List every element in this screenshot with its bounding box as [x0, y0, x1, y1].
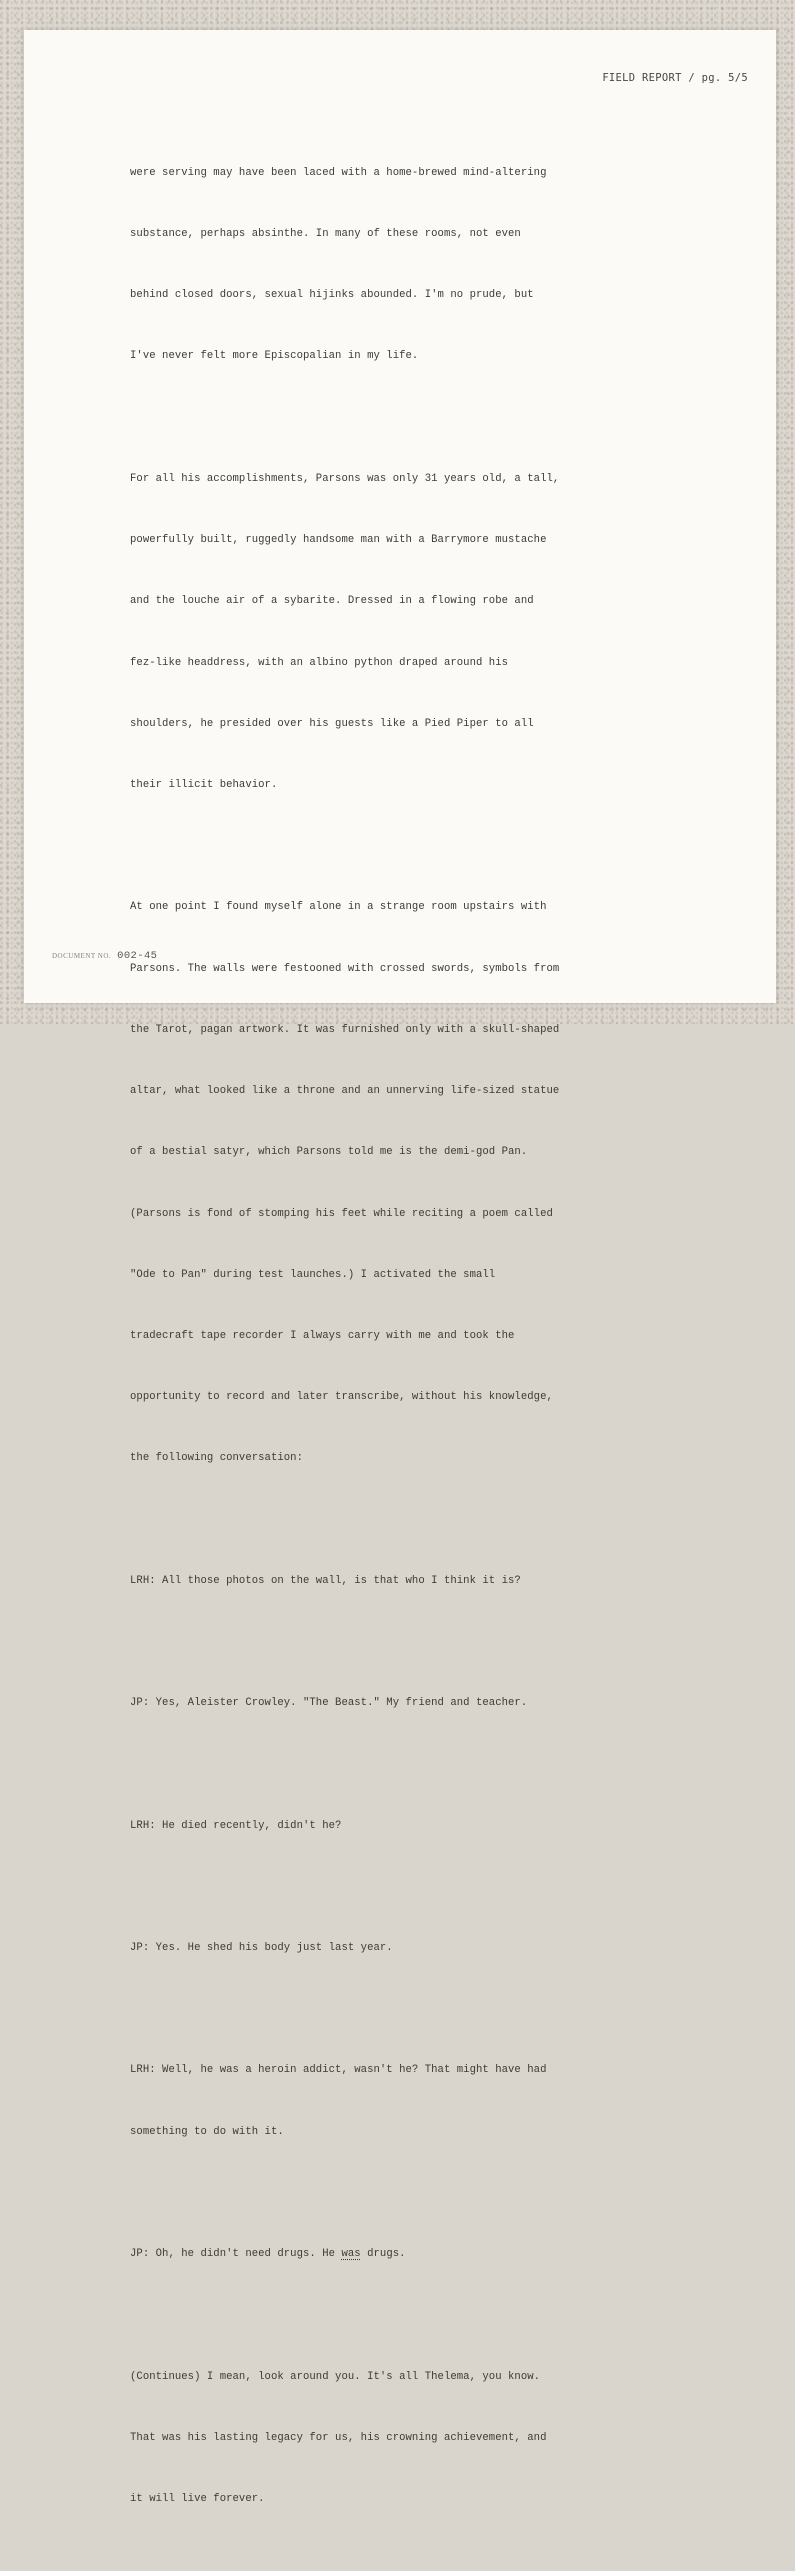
text-line: opportunity to record and later transcribe, without his knowledge,	[130, 1391, 553, 1404]
text-line: the following conversation:	[130, 1452, 303, 1465]
document-page	[24, 30, 776, 2505]
dialogue-line	[130, 1775, 730, 1877]
document-number-value: 002-45	[117, 950, 158, 962]
text-line: shoulders, he presided over his guests like a Pied Piper to all	[130, 717, 534, 730]
text-segment: JP: Oh, he didn't need drugs. He	[130, 2248, 342, 2261]
paragraph	[130, 122, 730, 408]
dialogue-line	[130, 1652, 730, 1754]
text-line: Parsons. The walls were festooned with crossed swords, symbols from	[130, 962, 560, 975]
text-line: tradecraft tape recorder I always carry with me and took the	[130, 1329, 515, 1342]
paragraph	[130, 428, 730, 836]
text-line: JP: Yes. He shed his body just last year.	[130, 1942, 393, 1955]
text-line: the Tarot, pagan artwork. It was furnished only with a skull-shaped	[130, 1023, 560, 1036]
text-line: altar, what looked like a throne and an unnerving life-sized statue	[130, 1085, 560, 1098]
document-number	[52, 945, 157, 963]
text-line: behind closed doors, sexual hijinks abounded. I'm no prude, but	[130, 289, 534, 302]
text-line: were serving may have been laced with a home-brewed mind-altering	[130, 166, 547, 179]
paragraph	[130, 857, 730, 1510]
text-line: (Parsons is fond of stomping his feet while reciting a poem called	[130, 1207, 553, 1220]
text-line: powerfully built, ruggedly handsome man with a Barrymore mustache	[130, 534, 547, 547]
page-header: FIELD REPORT / pg. 5/5	[602, 72, 748, 84]
document-number-label: DOCUMENT NO.	[52, 952, 112, 960]
text-line: That was his lasting legacy for us, his crowning achievement, and	[130, 2431, 547, 2444]
text-line: At one point I found myself alone in a strange room upstairs with	[130, 901, 547, 914]
text-line: LRH: Well, he was a heroin addict, wasn't he? That might have had	[130, 2064, 547, 2077]
dialogue-line	[130, 1897, 730, 1999]
emphasized-word: was	[341, 2248, 361, 2261]
text-segment: drugs.	[360, 2248, 406, 2261]
dialogue-line	[130, 2203, 730, 2305]
text-line: (Continues) I mean, look around you. It's all Thelema, you know.	[130, 2370, 541, 2383]
text-line: LRH: He died recently, didn't he?	[130, 1819, 342, 1832]
dialogue-line	[130, 1530, 730, 1632]
text-line: I've never felt more Episcopalian in my life.	[130, 350, 419, 363]
text-line: For all his accomplishments, Parsons was only 31 years old, a tall,	[130, 472, 560, 485]
text-line: of a bestial satyr, which Parsons told me is the demi-god Pan.	[130, 1146, 528, 1159]
text-line: and the louche air of a sybarite. Dressed in a flowing robe and	[130, 595, 534, 608]
text-line: something to do with it.	[130, 2125, 284, 2138]
text-line: "Ode to Pan" during test launches.) I activated the small	[130, 1268, 496, 1281]
text-line: substance, perhaps absinthe. In many of these rooms, not even	[130, 228, 521, 241]
dialogue-line	[130, 2020, 730, 2183]
text-line: it will live forever.	[130, 2492, 265, 2505]
dialogue-line	[130, 2326, 730, 2550]
text-line: fez-like headdress, with an albino python draped around his	[130, 656, 509, 669]
text-line	[130, 2244, 730, 2264]
report-body	[130, 122, 730, 2571]
text-line: JP: Yes, Aleister Crowley. "The Beast." My friend and teacher.	[130, 1697, 528, 1710]
text-line: their illicit behavior.	[130, 778, 278, 791]
text-line: LRH: All those photos on the wall, is that who I think it is?	[130, 1574, 521, 1587]
